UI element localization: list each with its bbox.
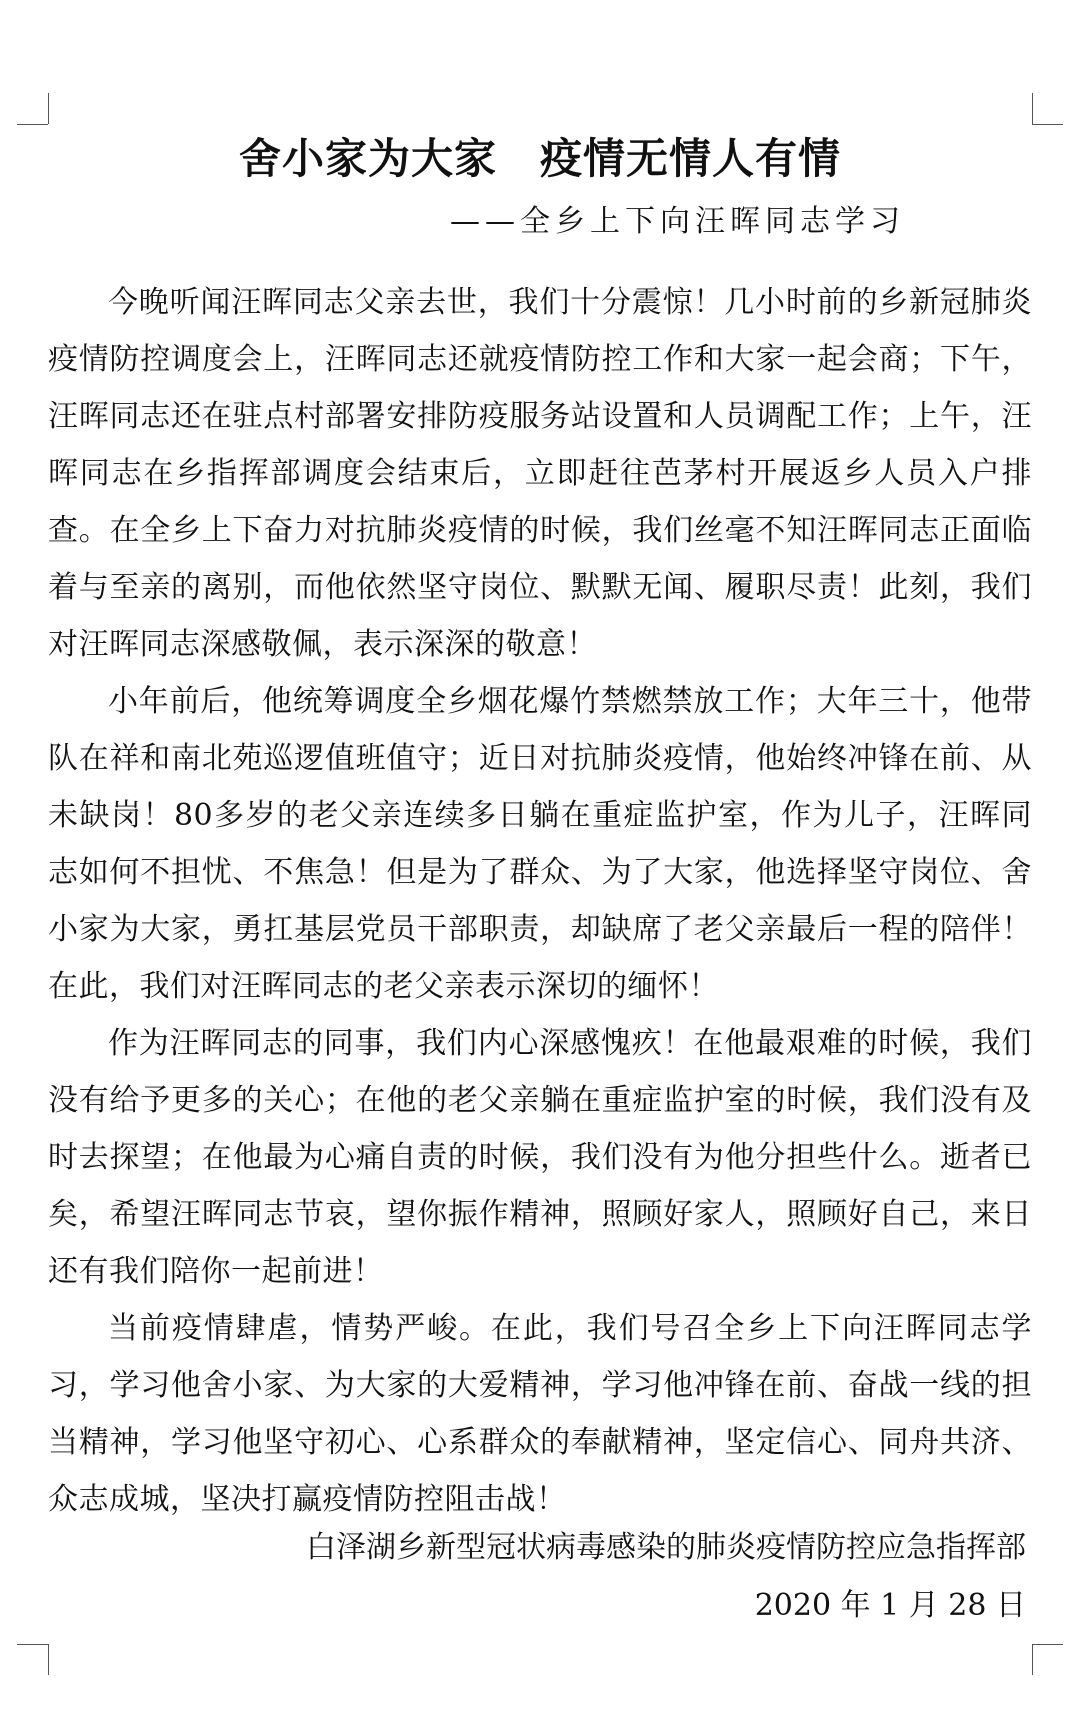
issue-date: 2020 年 1 月 28 日: [754, 1588, 1026, 1623]
document-subtitle: ——全乡上下向汪晖同志学习: [450, 204, 905, 239]
paragraph-1: 今晚听闻汪晖同志父亲去世，我们十分震惊！几小时前的乡新冠肺炎疫情防控调度会上，汪晖同志还就疫情防控工作和大家一起会商；下午，汪晖同志还在驻点村部署安排防疫服务站设置和人员调配工作；上午，汪晖同志在乡指挥部调度会结束后，立即赶往芭茅村开展返乡人员入户排查。在全乡上下奋力对抗肺炎疫情的时候，我们丝毫不知汪晖同志正面临着与至亲的离别，而他依然坚守岗位、默默无闻、履职尽责！此刻，我们对汪晖同志深感敬佩，表示深深的敬意！: [48, 285, 1032, 662]
paragraph-3: 作为汪晖同志的同事，我们内心深感愧疚！在他最艰难的时候，我们没有给予更多的关心；在他的老父亲躺在重症监护室的时候，我们没有及时去探望；在他最为心痛自责的时候，我们没有为他分担些什么。逝者已矣，希望汪晖同志节哀，望你振作精神，照顾好家人，照顾好自己，来日还有我们陪你一起前进！: [48, 1026, 1032, 1289]
paragraph-4: 当前疫情肆虐，情势严峻。在此，我们号召全乡上下向汪晖同志学习，学习他舍小家、为大家的大爱精神，学习他冲锋在前、奋战一线的担当精神，学习他坚守初心、心系群众的奉献精神，坚定信心、同舟共济、众志成城，坚决打赢疫情防控阻击战！: [48, 1311, 1032, 1517]
document-body: [48, 274, 1032, 1528]
paragraph-2: 小年前后，他统筹调度全乡烟花爆竹禁燃禁放工作；大年三十，他带队在祥和南北苑巡逻值班值守；近日对抗肺炎疫情，他始终冲锋在前、从未缺岗！80多岁的老父亲连续多日躺在重症监护室，作为儿子，汪晖同志如何不担忧、不焦急！但是为了群众、为了大家，他选择坚守岗位、舍小家为大家，勇扛基层党员干部职责，却缺席了老父亲最后一程的陪伴！在此，我们对汪晖同志的老父亲表示深切的缅怀！: [48, 684, 1032, 1004]
document-title: 舍小家为大家 疫情无情人有情: [238, 134, 841, 183]
issuing-organization: 白泽湖乡新型冠状病毒感染的肺炎疫情防控应急指挥部: [306, 1530, 1026, 1565]
